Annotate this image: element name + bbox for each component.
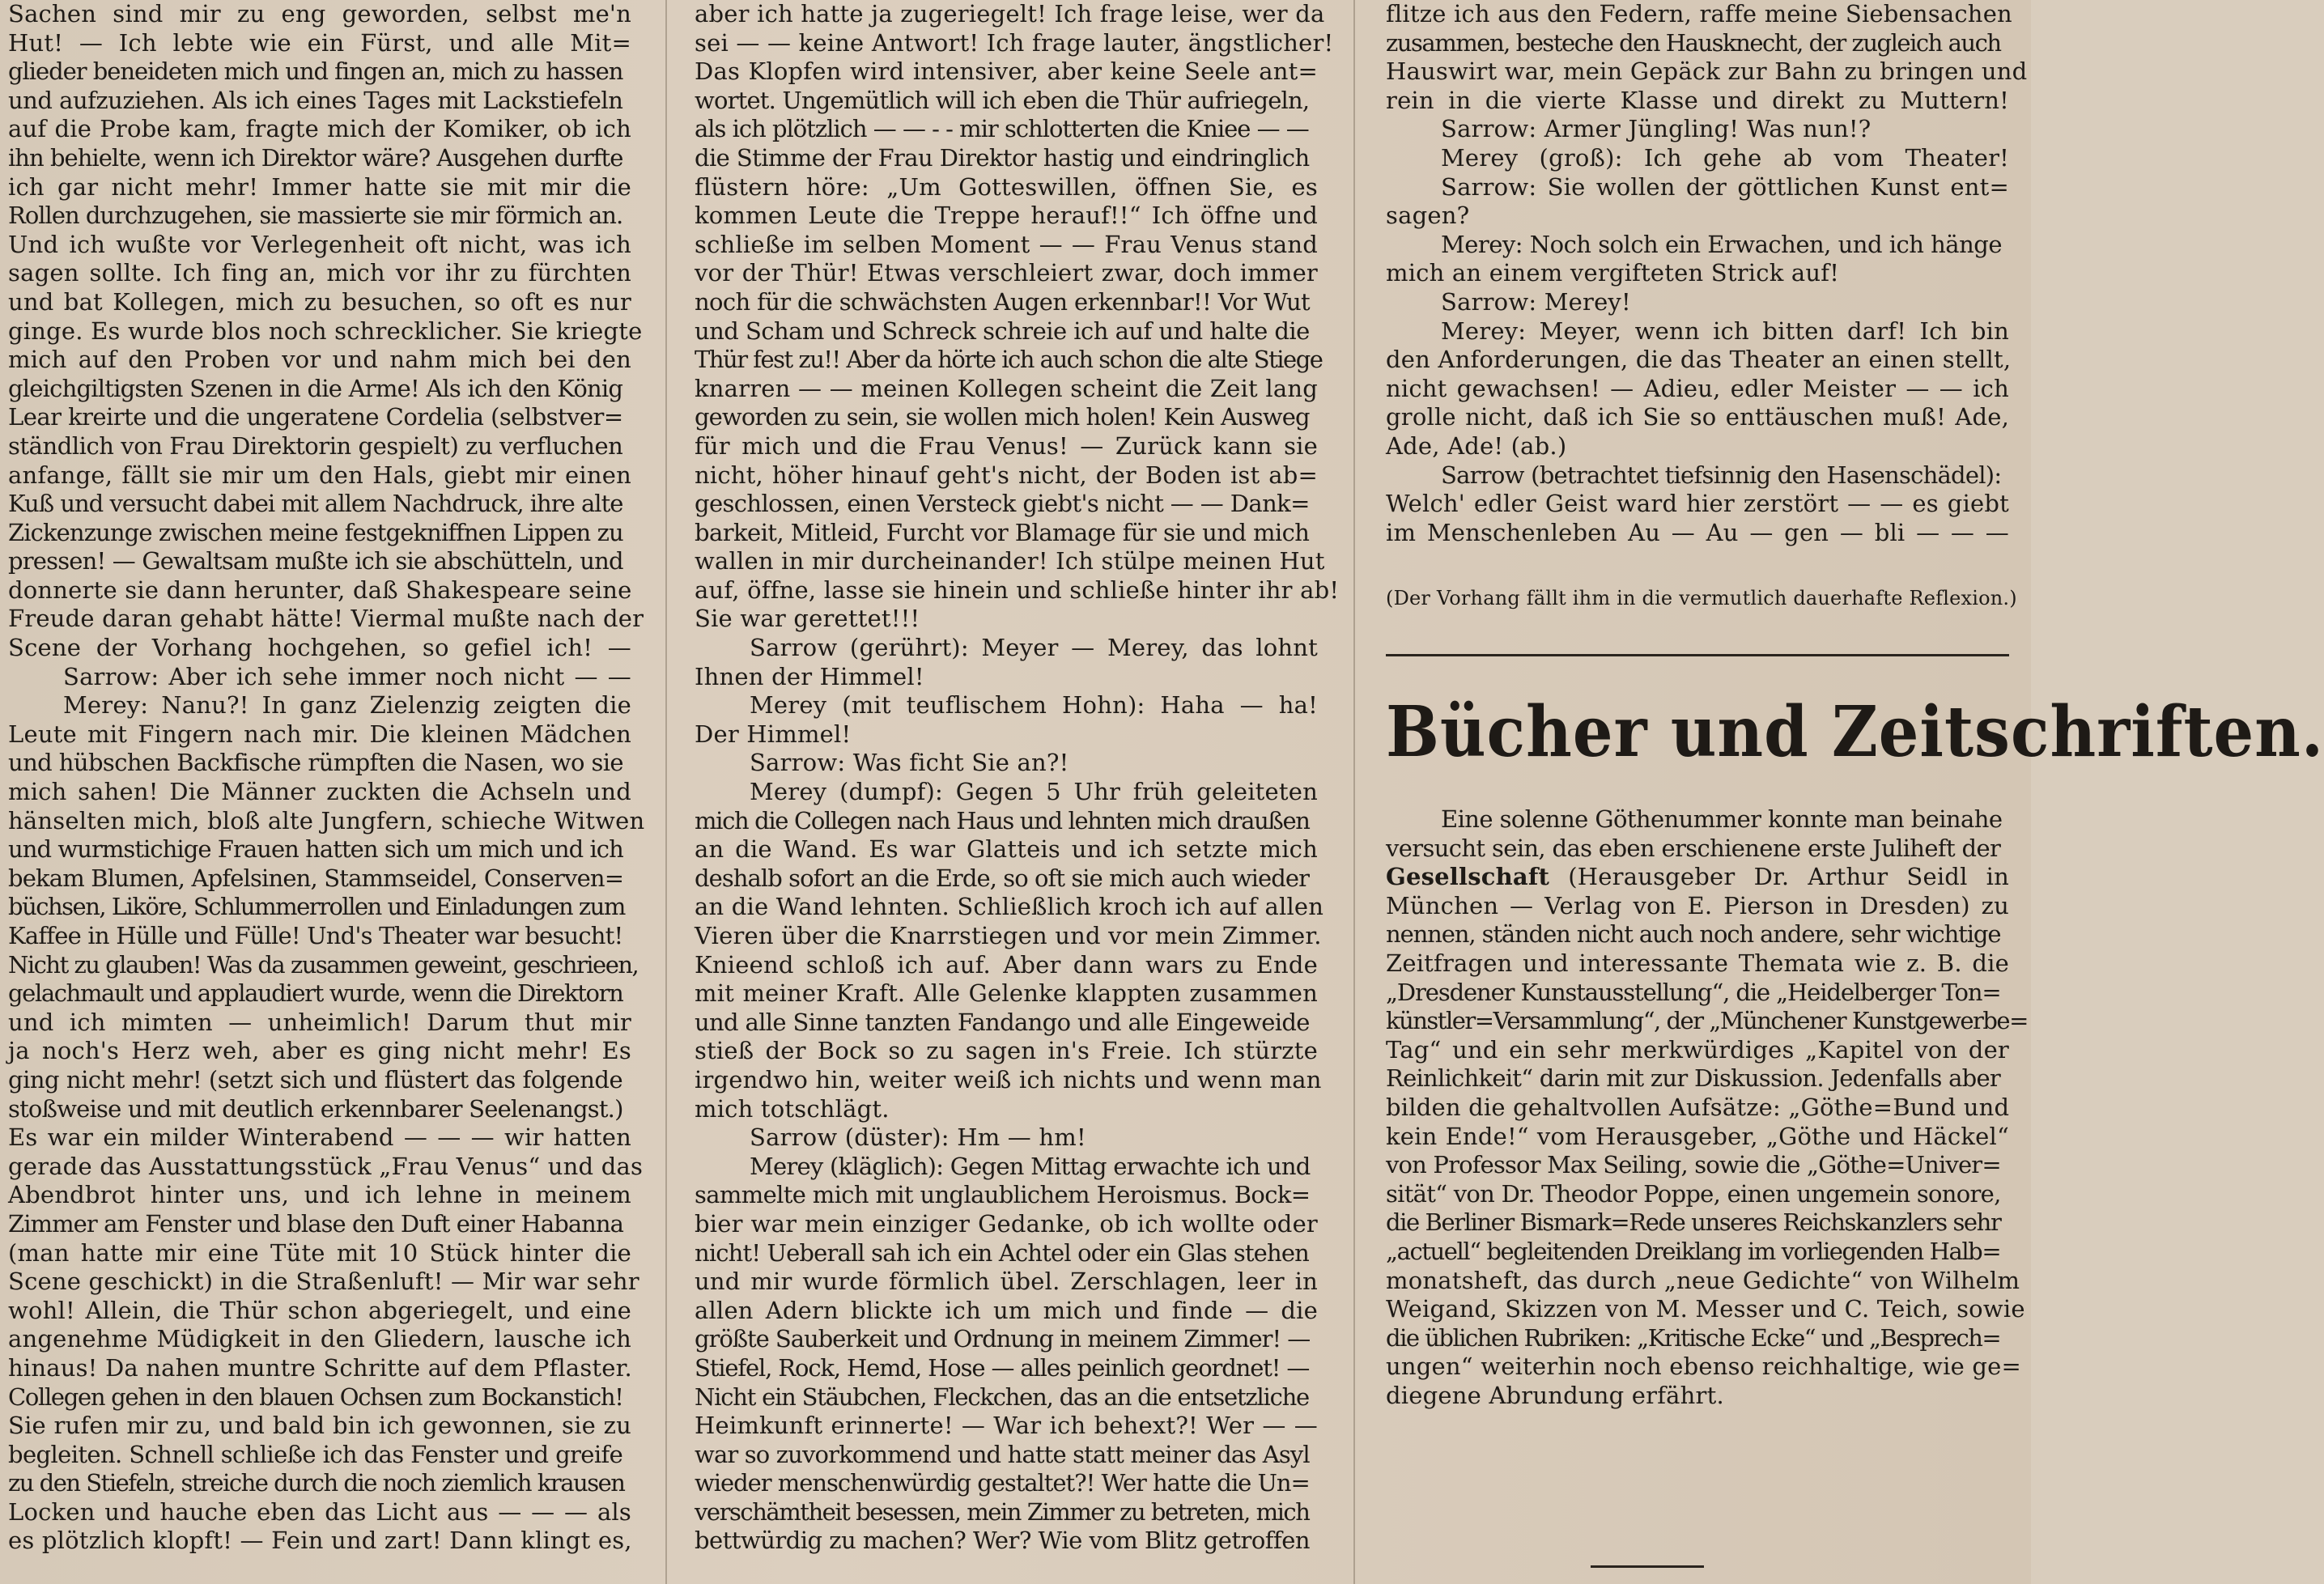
magazine-name: Gesellschaft [1386,863,1550,891]
text-line: diegene Abrundung erfährt. [1386,1381,1724,1409]
text-line: „actuell“ begleitenden Dreiklang im vorliegenden Halb= [1386,1237,2001,1265]
text-line: rein in die vierte Klasse und direkt zu Muttern! [1386,86,2009,114]
text-line: Rollen durchzugehen, sie massierte sie mir förmich an. [8,202,623,230]
text-line: Es war ein milder Winterabend — — — wir hatten [8,1123,631,1152]
text-line: Stiefel, Rock, Hemd, Hose — alles peinlich geordnet! — [695,1353,1310,1382]
text-line: Locken und hauche eben das Licht aus — — — als [8,1497,631,1526]
text-line: barkeit, Mitleid, Furcht vor Blamage für sie und mich [695,518,1310,546]
text-line: die Stimme der Frau Direktor hastig und eindringlich [695,143,1310,172]
text-line: Weigand, Skizzen von M. Messer und C. Teich, sowie [1386,1295,2025,1323]
text-line: begleiten. Schnell schließe ich das Fenster und greife [8,1440,623,1468]
text-line: wohl! Allein, die Thür schon abgeriegelt, und eine [8,1296,631,1324]
text-line: bilden die gehaltvollen Aufsätze: „Göthe=Bund und [1386,1093,2010,1121]
text-line: Sarrow (düster): Hm — hm! [750,1123,1086,1152]
text-line: Ade, Ade! (ab.) [1386,431,1567,460]
text-line: sagen? [1386,202,1470,230]
stage-note: (Der Vorhang fällt ihm in die vermutlich dauerhafte Reflexion.) [1386,587,2017,609]
text-line: Sie war gerettet!!! [695,605,920,633]
text-line: sammelte mich mit unglaublichem Heroismus. Bock= [695,1181,1311,1209]
text-line: donnerte sie dann herunter, daß Shakespeare seine [8,575,632,604]
text-line: Merey (dumpf): Gegen 5 Uhr früh geleiteten [750,778,1318,806]
text-line: ständlich von Frau Direktorin gespielt) zu verfluchen [8,431,623,460]
text-line: irgendwo hin, weiter weiß ich nichts und wenn man [695,1065,1322,1094]
text-line: Heimkunft erinnerte! — War ich behext?! Wer — — [695,1412,1318,1440]
text-line: geworden zu sein, sie wollen mich holen! Kein Ausweg [695,403,1310,431]
text-line: Scene der Vorhang hochgehen, so gefiel ich! — [8,634,631,662]
text-line: mit meiner Kraft. Alle Gelenke klappten zusammen [695,979,1318,1008]
text-line: gleichgiltigsten Szenen in die Arme! Als ich den König [8,374,623,402]
text-line: allen Adern blickte ich um mich und finde — die [695,1296,1318,1324]
text-line: im Menschenleben Au — Au — gen — bli — — — [1386,518,2009,546]
text-line: Zickenzunge zwischen meine festgekniffnen Lippen zu [8,518,623,546]
text-line: mich totschlägt. [695,1094,890,1123]
dialogue-conclusion [1386,0,2028,547]
text-line: Hauswirt war, mein Gepäck zur Bahn zu bringen und [1386,57,2028,86]
text-line: sagen sollte. Ich fing an, mich vor ihr zu fürchten [8,259,631,287]
text-line: Abendbrot hinter uns, und ich lehne in meinem [8,1181,631,1209]
text-line: Lear kreirte und die ungeratene Cordelia (selbstver= [8,403,623,431]
text-line: Merey (kläglich): Gegen Mittag erwachte ich und [750,1152,1311,1180]
text-line: Sarrow: Merey! [1441,287,1631,316]
text-line: bettwürdig zu machen? Wer? Wie vom Blitz getroffen [695,1527,1310,1555]
text-line: geschlossen, einen Versteck giebt's nicht — — Dank= [695,490,1310,518]
text-line: an die Wand lehnten. Schließlich kroch ich auf allen [695,893,1324,921]
text-line: Scene geschickt) in die Straßenluft! — Mir war sehr [8,1268,639,1296]
text-line: flitze ich aus den Federn, raffe meine Siebensachen [1386,0,2012,28]
text-line: Zeitfragen und interessante Themata wie z. B. die [1386,949,2009,977]
text-line: Hut! — Ich lebte wie ein Fürst, und alle Mit= [8,28,631,57]
text-line: Welch' edler Geist ward hier zerstört — — es giebt [1386,490,2009,518]
end-rule [1591,1565,1704,1568]
text-line: Sachen sind mir zu eng geworden, selbst me'n [8,0,631,28]
text-line: angenehme Müdigkeit in den Gliedern, lausche ich [8,1325,631,1353]
text-line: noch für die schwächsten Augen erkennbar!! Vor Wut [695,287,1310,316]
text-line: sei — — keine Antwort! Ich frage lauter, ängstlicher! [695,28,1334,57]
section-rule [1386,654,2009,656]
text-line: und wurmstichige Frauen hatten sich um mich und ich [8,835,623,864]
text-line: flüstern höre: „Um Gotteswillen, öffnen Sie, es [695,172,1318,201]
text-line: Eine solenne Göthenummer konnte man beinahe [1441,805,2003,833]
book-review-body [1386,805,2028,1410]
text-line: „Dresdener Kunstausstellung“, die „Heidelberger Ton= [1386,978,2001,1006]
text-line: anfange, fällt sie mir um den Hals, giebt mir einen [8,461,631,489]
text-column-1 [8,0,645,1584]
text-line: Merey (mit teuflischem Hohn): Haha — ha! [750,691,1318,720]
text-line: Knieend schloß ich auf. Aber dann wars zu Ende [695,950,1318,979]
text-line: hänselten mich, bloß alte Jungfern, schieche Witwen [8,806,645,834]
text-line: zu den Stiefeln, streiche durch die noch ziemlich krausen [8,1469,625,1497]
text-line: Merey: Noch solch ein Erwachen, und ich hänge [1441,230,2002,258]
text-line: zusammen, besteche den Hausknecht, der zugleich auch [1386,28,2001,57]
text-line: deshalb sofort an die Erde, so oft sie mich auch wieder [695,864,1309,892]
text-line: Sarrow (betrachtet tiefsinnig den Hasenschädel): [1441,461,2002,489]
stage-direction [1386,585,2017,611]
text-line: Kaffee in Hülle und Fülle! Und's Theater war besucht! [8,922,623,949]
text-line: ginge. Es wurde blos noch schrecklicher. Sie kriegte [8,316,643,345]
text-line: vor der Thür! Etwas verschleiert zwar, doch immer [695,259,1318,287]
text-line: bekam Blumen, Apfelsinen, Stammseidel, Conserven= [8,864,624,892]
text-line: und Scham und Schreck schreie ich auf und halte die [695,316,1310,345]
text-line: verschämtheit besessen, mein Zimmer zu betreten, mich [695,1497,1310,1526]
section-heading: Bücher und Zeitschriften. [1386,691,2324,773]
text-line: Leute mit Fingern nach mir. Die kleinen Mädchen [8,720,631,748]
text-line: nennen, ständen nicht auch noch andere, sehr wichtige [1386,920,2001,949]
text-line: die üblichen Rubriken: „Kritische Ecke“ und „Besprech= [1386,1323,2001,1352]
text-column-2 [695,0,1340,1584]
text-line: Thür fest zu!! Aber da hörte ich auch schon die alte Stiege [695,346,1323,374]
text-line: von Professor Max Seiling, sowie die „Göthe=Univer= [1386,1151,2001,1179]
column-divider-1 [665,0,667,1584]
text-line: stoßweise und mit deutlich erkennbarer Seelenangst.) [8,1094,623,1123]
text-line: Nicht ein Stäubchen, Fleckchen, das an die entsetzliche [695,1382,1310,1411]
text-line: Das Klopfen wird intensiver, aber keine Seele ant= [695,57,1318,86]
text-line: künstler=Versammlung“, der „Münchener Kunstgewerbe= [1386,1007,2028,1035]
text-line: den Anforderungen, die das Theater an einen stellt, [1386,346,2012,374]
text-line: Und ich wußte vor Verlegenheit oft nicht, was ich [8,230,631,258]
text-line: gerade das Ausstattungsstück „Frau Venus“ und das [8,1152,644,1180]
text-line: knarren — — meinen Kollegen scheint die Zeit lang [695,374,1318,402]
text-line: hinaus! Da nahen muntre Schritte auf dem Pflaster. [8,1353,632,1382]
text-line: wortet. Ungemütlich will ich eben die Thür aufriegeln, [695,86,1310,114]
text-line: Der Himmel! [695,720,852,748]
text-line: und alle Sinne tanzten Fandango und alle Eingeweide [695,1008,1310,1036]
text-line: nicht, höher hinauf geht's nicht, der Boden ist ab= [695,461,1318,489]
text-line: kommen Leute die Treppe herauf!!“ Ich öffne und [695,202,1318,230]
text-line: stieß der Bock so zu sagen in's Freie. Ich stürzte [695,1037,1318,1065]
text-line: für mich und die Frau Venus! — Zurück kann sie [695,431,1318,460]
text-line: Gesellschaft (Herausgeber Dr. Arthur Seidl in [1386,863,2009,891]
text-line: Tag“ und ein sehr merkwürdiges „Kapitel von der [1386,1035,2009,1064]
text-line: versucht sein, das eben erschienene erste Juliheft der [1386,834,2001,862]
text-line: Nicht zu glauben! Was da zusammen geweint, geschrieen, [8,950,639,979]
text-line: kein Ende!“ vom Herausgeber, „Göthe und Häckel“ [1386,1122,2009,1150]
text-line: an die Wand. Es war Glatteis und ich setzte mich [695,835,1318,864]
text-line: gelachmault und applaudiert wurde, wenn die Direktorn [8,979,623,1008]
text-line: auf, öffne, lasse sie hinein und schließe hinter ihr ab! [695,575,1340,604]
text-line: Zimmer am Fenster und blase den Duft einer Habanna [8,1209,623,1238]
text-line: und bat Kollegen, mich zu besuchen, so oft es nur [8,287,631,316]
text-line: Sarrow: Aber ich sehe immer noch nicht — — [63,662,631,690]
text-line: mich die Collegen nach Haus und lehnten mich draußen [695,806,1310,834]
text-line: und ich mimten — unheimlich! Darum thut mir [8,1008,631,1036]
text-line: München — Verlag von E. Pierson in Dresden) zu [1386,891,2009,919]
text-line: Vieren über die Knarrstiegen und vor mein Zimmer. [695,922,1322,949]
text-line: ihn behielte, wenn ich Direktor wäre? Ausgehen durfte [8,143,623,172]
text-line: wallen in mir durcheinander! Ich stülpe meinen Hut [695,547,1325,575]
text-line: die Berliner Bismark=Rede unseres Reichskanzlers sehr [1386,1208,2001,1237]
text-line: und hübschen Backfische rümpften die Nasen, wo sie [8,749,623,777]
text-line: ungen“ weiterhin noch ebenso reichhaltige, wie ge= [1386,1353,2022,1381]
text-line: auf die Probe kam, fragte mich der Komiker, ob ich [8,115,631,143]
text-line: (man hatte mir eine Tüte mit 10 Stück hinter die [8,1238,631,1267]
text-line: Sarrow (gerührt): Meyer — Merey, das lohnt [750,634,1318,662]
text-line: größte Sauberkeit und Ordnung in meinem Zimmer! — [695,1325,1311,1353]
text-line: sität“ von Dr. Theodor Poppe, einen ungemein sonore, [1386,1179,2001,1208]
text-line: Sarrow: Sie wollen der göttlichen Kunst ent= [1441,172,2009,201]
text-line: Freude daran gehabt hätte! Viermal mußte nach der [8,605,644,633]
text-line: wieder menschenwürdig gestaltet?! Wer hatte die Un= [695,1469,1310,1497]
text-line: schließe im selben Moment — — Frau Venus stand [695,230,1318,258]
text-line: ja noch's Herz weh, aber es ging nicht mehr! Es [8,1037,631,1065]
text-line: Kuß und versucht dabei mit allem Nachdruck, ihre alte [8,490,623,518]
text-line: Ihnen der Himmel! [695,662,924,690]
text-line: büchsen, Liköre, Schlummerrollen und Einladungen zum [8,893,625,921]
text-line: Merey (groß): Ich gehe ab vom Theater! [1441,143,2009,172]
text-line: es plötzlich klopft! — Fein und zart! Dann klingt es, [8,1527,632,1555]
text-column-3 [1386,0,2324,1584]
text-line: mich an einem vergifteten Strick auf! [1386,259,1840,287]
text-line: nicht! Ueberall sah ich ein Achtel oder ein Glas stehen [695,1238,1309,1267]
text-line: Collegen gehen in den blauen Ochsen zum Bockanstich! [8,1382,623,1411]
text-line: nicht gewachsen! — Adieu, edler Meister — — ich [1386,374,2009,402]
text-line: Sarrow: Armer Jüngling! Was nun!? [1441,115,1872,143]
text-line: Merey: Nanu?! In ganz Zielenzig zeigten die [63,691,631,720]
text-line: Reinlichkeit“ darin mit zur Diskussion. Jedenfalls aber [1386,1064,2000,1093]
text-line: pressen! — Gewaltsam mußte ich sie abschütteln, und [8,547,623,575]
text-line: monatsheft, das durch „neue Gedichte“ von Wilhelm [1386,1266,2020,1294]
text-line: und mir wurde förmlich übel. Zerschlagen, leer in [695,1268,1318,1296]
text-line: grolle nicht, daß ich Sie so enttäuschen muß! Ade, [1386,403,2009,431]
text-line: Merey: Meyer, wenn ich bitten darf! Ich bin [1441,316,2009,345]
text-line: und aufzuziehen. Als ich eines Tages mit Lackstiefeln [8,86,623,114]
text-line: Sie rufen mir zu, und bald bin ich gewonnen, sie zu [8,1412,631,1440]
text-line: als ich plötzlich — — - - mir schlotterten die Kniee — — [695,115,1309,143]
text-line: bier war mein einziger Gedanke, ob ich wollte oder [695,1209,1318,1238]
text-line: mich auf den Proben vor und nahm mich bei den [8,346,631,374]
text-line: mich sahen! Die Männer zuckten die Achseln und [8,778,631,806]
text-line: war so zuvorkommend und hatte statt meiner das Asyl [695,1440,1310,1468]
text-line: Sarrow: Was ficht Sie an?! [750,749,1069,777]
column-divider-2 [1353,0,1355,1584]
text-line: aber ich hatte ja zugeriegelt! Ich frage leise, wer da [695,0,1325,28]
text-line: glieder beneideten mich und fingen an, mich zu hassen [8,57,623,86]
text-line: ich gar nicht mehr! Immer hatte sie mit mir die [8,172,631,201]
text-line: ging nicht mehr! (setzt sich und flüstert das folgende [8,1065,623,1094]
